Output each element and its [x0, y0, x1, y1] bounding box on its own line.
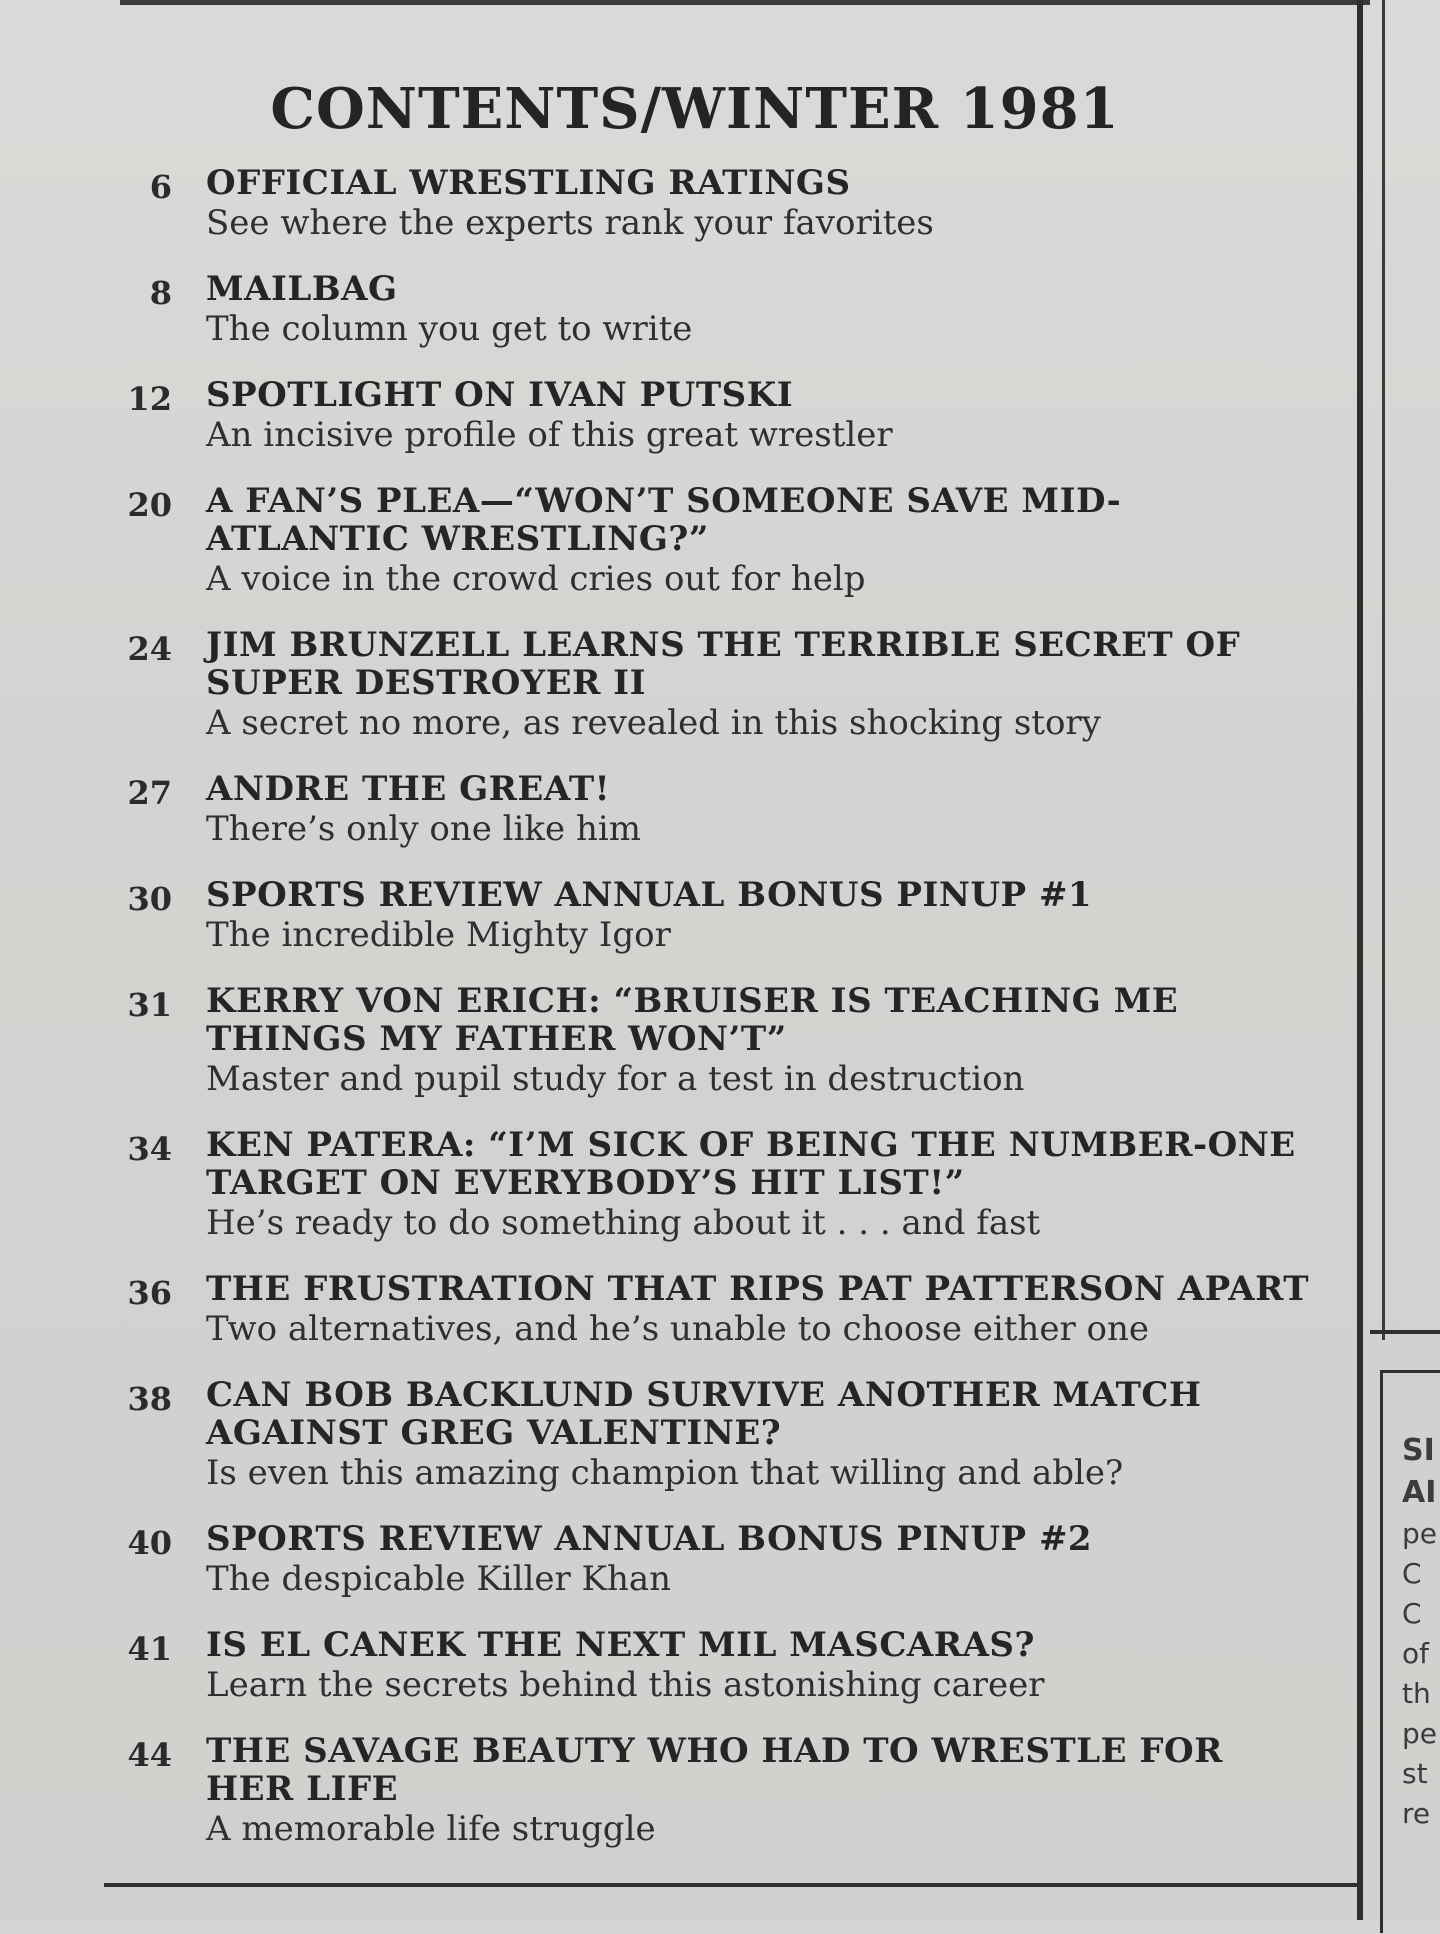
article-headline: OFFICIAL WRESTLING RATINGS — [206, 163, 851, 203]
list-item — [100, 1126, 1320, 1244]
page-number: 27 — [127, 774, 172, 812]
list-item — [100, 982, 1320, 1100]
page-number: 24 — [127, 630, 172, 668]
article-headline: SPOTLIGHT ON IVAN PUTSKI — [206, 375, 794, 415]
article-headline: SPORTS REVIEW ANNUAL BONUS PINUP #2 — [206, 1519, 1093, 1559]
article-headline: THE FRUSTRATION THAT RIPS PAT PATTERSON APART — [206, 1269, 1310, 1309]
list-item — [100, 1270, 1320, 1350]
column-divider-inner — [1382, 0, 1385, 1340]
article-headline: KEN PATERA: “I’M SICK OF BEING THE NUMBER-ONE TARGET ON EVERYBODY’S HIT LIST!” — [206, 1125, 1296, 1203]
page-number: 44 — [127, 1736, 172, 1774]
article-description: Two alternatives, and he’s unable to choose either one — [206, 1309, 1150, 1349]
list-item — [100, 164, 1320, 244]
side-heading-line: SI — [1402, 1433, 1435, 1468]
side-text-line: of — [1402, 1637, 1429, 1670]
article-description: A secret no more, as revealed in this shocking story — [206, 703, 1101, 743]
article-description: A memorable life struggle — [206, 1809, 656, 1849]
bottom-rule — [104, 1883, 1358, 1887]
page-number: 38 — [127, 1380, 172, 1418]
page-title: CONTENTS/WINTER 1981 — [270, 75, 1120, 142]
list-item — [100, 482, 1320, 600]
article-description: See where the experts rank your favorites — [206, 203, 934, 243]
page-number: 6 — [149, 168, 172, 206]
page-number: 12 — [127, 380, 172, 418]
list-item — [100, 626, 1320, 744]
list-item — [100, 876, 1320, 956]
article-headline: SPORTS REVIEW ANNUAL BONUS PINUP #1 — [206, 875, 1093, 915]
column-divider — [1357, 0, 1363, 1920]
side-text-line: th — [1402, 1677, 1431, 1710]
list-item — [100, 1626, 1320, 1706]
page-number: 36 — [127, 1274, 172, 1312]
article-headline: MAILBAG — [206, 269, 398, 309]
page-number: 30 — [127, 880, 172, 918]
article-headline: CAN BOB BACKLUND SURVIVE ANOTHER MATCH AGAINST GREG VALENTINE? — [206, 1375, 1202, 1453]
list-item — [100, 1732, 1320, 1850]
page-number: 40 — [127, 1524, 172, 1562]
page-number: 20 — [127, 486, 172, 524]
side-text-line: pe — [1402, 1717, 1437, 1750]
side-heading-line: AI — [1402, 1475, 1437, 1510]
article-description: He’s ready to do something about it . . . and fast — [206, 1203, 1041, 1243]
article-description: The column you get to write — [206, 309, 693, 349]
page-number: 8 — [149, 274, 172, 312]
article-description: Learn the secrets behind this astonishing career — [206, 1665, 1045, 1705]
article-description: Is even this amazing champion that willing and able? — [206, 1453, 1124, 1493]
article-headline: JIM BRUNZELL LEARNS THE TERRIBLE SECRET OF SUPER DESTROYER II — [206, 625, 1241, 703]
article-description: The despicable Killer Khan — [206, 1559, 672, 1599]
side-text-line: C — [1402, 1557, 1422, 1590]
list-item — [100, 376, 1320, 456]
contents-list — [100, 164, 1320, 1876]
adjacent-column-fragment — [1402, 1430, 1440, 1834]
article-headline: THE SAVAGE BEAUTY WHO HAD TO WRESTLE FOR HER LIFE — [206, 1731, 1223, 1809]
list-item — [100, 770, 1320, 850]
side-text-line: C — [1402, 1597, 1422, 1630]
article-headline: IS EL CANEK THE NEXT MIL MASCARAS? — [206, 1625, 1035, 1665]
side-text-line: pe — [1402, 1517, 1437, 1550]
list-item — [100, 1376, 1320, 1494]
article-description: There’s only one like him — [206, 809, 641, 849]
article-headline: A FAN’S PLEA—“WON’T SOMEONE SAVE MID-ATLANTIC WRESTLING?” — [206, 481, 1122, 559]
page-number: 31 — [127, 986, 172, 1024]
side-text-line: st — [1402, 1757, 1428, 1790]
page-number: 41 — [127, 1630, 172, 1668]
list-item — [100, 1520, 1320, 1600]
article-description: An incisive profile of this great wrestler — [206, 415, 893, 455]
article-description: The incredible Mighty Igor — [206, 915, 671, 955]
side-text-line: re — [1402, 1797, 1431, 1830]
article-headline: ANDRE THE GREAT! — [206, 769, 611, 809]
top-rule — [120, 0, 1370, 5]
article-headline: KERRY VON ERICH: “BRUISER IS TEACHING ME THINGS MY FATHER WON’T” — [206, 981, 1179, 1059]
list-item — [100, 270, 1320, 350]
article-description: A voice in the crowd cries out for help — [206, 559, 866, 599]
page-number: 34 — [127, 1130, 172, 1168]
article-description: Master and pupil study for a test in destruction — [206, 1059, 1025, 1099]
